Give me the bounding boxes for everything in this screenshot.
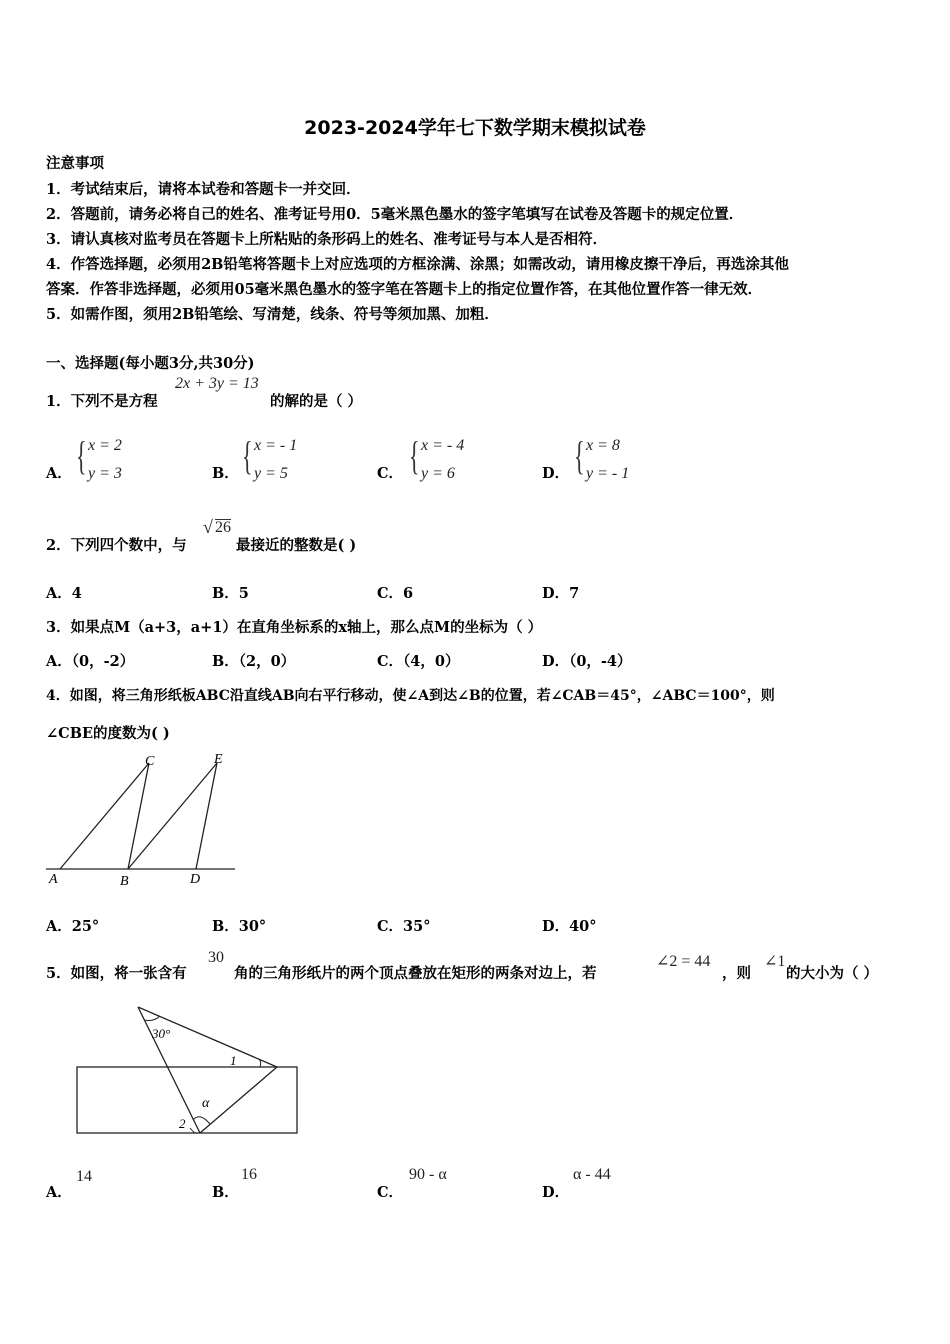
q5-arc-1 bbox=[258, 1059, 261, 1067]
q5-prefix: 5．如图，将一张含有 bbox=[46, 965, 187, 982]
q5-option-b-value: 16 bbox=[241, 1166, 257, 1183]
notice-item-2: 2．答题前，请务必将自己的姓名、准考证号用0．5毫米黑色墨水的签字笔填写在试卷及答题卡的规定位置． bbox=[46, 206, 744, 223]
q4-label-d: D bbox=[190, 872, 201, 887]
q1-option-c-y: y = 6 bbox=[421, 465, 455, 482]
q1-option-a-label: A． bbox=[46, 465, 72, 482]
q1-option-c-x: x = - 4 bbox=[421, 437, 465, 454]
q1-option-c-label: C． bbox=[377, 465, 404, 482]
section-heading: 一、选择题(每小题3分,共30分) bbox=[46, 355, 255, 372]
q1-equation: 2x + 3y = 13 bbox=[175, 375, 259, 392]
q5-arc-2 bbox=[190, 1128, 196, 1133]
notice-heading: 注意事项 bbox=[46, 155, 104, 172]
q5-label-alpha: α bbox=[202, 1096, 210, 1111]
q1-option-b-brace: { bbox=[242, 433, 253, 478]
q2-option-b: B．5 bbox=[212, 585, 249, 602]
q1-option-b-y: y = 5 bbox=[254, 465, 288, 482]
notice-item-5: 5．如需作图，须用2B铅笔绘、写清楚，线条、符号等须加黑、加粗． bbox=[46, 306, 499, 323]
notice-item-4-cont: 答案．作答非选择题，必须用05毫米黑色墨水的签字笔在答题卡上的指定位置作答，在其他位置作答一律无效． bbox=[46, 281, 763, 298]
q5-option-d-value: α - 44 bbox=[573, 1166, 611, 1183]
q5-label-1: 1 bbox=[230, 1053, 237, 1068]
q4-line2: ∠CBE的度数为( ) bbox=[46, 725, 170, 742]
q2-radical-sign: √ bbox=[203, 517, 213, 537]
q3-text: 3．如果点M（a+3，a+1）在直角坐标系的x轴上，那么点M的坐标为（ ） bbox=[46, 619, 543, 636]
q1-option-a-x: x = 2 bbox=[88, 437, 122, 454]
q5-option-c-value: 90 - α bbox=[409, 1166, 447, 1183]
q4-segment-cb bbox=[128, 763, 149, 869]
q1-option-c-brace: { bbox=[409, 433, 420, 478]
q4-option-a: A．25° bbox=[46, 918, 100, 935]
q3-option-c: C．（4，0） bbox=[377, 653, 460, 670]
q4-option-c: C．35° bbox=[377, 918, 431, 935]
q5-condition: ∠2 = 44 bbox=[656, 953, 711, 970]
q5-figure bbox=[70, 1000, 305, 1140]
q2-option-c: C．6 bbox=[377, 585, 414, 602]
notice-item-4: 4．作答选择题，必须用2B铅笔将答题卡上对应选项的方框涂满、涂黑；如需改动，请用橡皮擦干净后，再选涂其他 bbox=[46, 256, 789, 273]
q1-option-a-y: y = 3 bbox=[88, 465, 122, 482]
q4-segment-ed bbox=[196, 763, 217, 869]
q5-option-a-label: A． bbox=[46, 1184, 72, 1201]
q5-suffix: 的大小为（ ） bbox=[786, 965, 879, 982]
q4-line1: 4．如图，将三角形纸板ABC沿直线AB向右平行移动，使∠A到达∠B的位置，若∠CAB＝45°，∠ABC＝100°，则 bbox=[46, 688, 775, 704]
q5-angle-value: 30 bbox=[208, 949, 224, 966]
q4-label-b: B bbox=[120, 874, 129, 889]
q5-option-c-label: C． bbox=[377, 1184, 404, 1201]
q2-option-a: A．4 bbox=[46, 585, 82, 602]
q1-suffix: 的解的是（ ） bbox=[270, 393, 363, 410]
q1-option-b-x: x = - 1 bbox=[254, 437, 298, 454]
q5-option-a-value: 14 bbox=[76, 1168, 92, 1185]
q3-option-a: A．（0，-2） bbox=[46, 653, 135, 670]
notice-item-1: 1．考试结束后，请将本试卷和答题卡一并交回． bbox=[46, 181, 361, 198]
q1-option-d-y: y = - 1 bbox=[586, 465, 630, 482]
q5-ask: ∠1 bbox=[764, 953, 786, 970]
q2-radicand: 26 bbox=[215, 519, 231, 536]
q3-option-b: B．（2，0） bbox=[212, 653, 296, 670]
q5-rectangle bbox=[77, 1067, 297, 1133]
q4-figure bbox=[40, 745, 245, 890]
q5-label-30: 30° bbox=[152, 1026, 171, 1041]
q2-option-d: D．7 bbox=[542, 585, 580, 602]
notice-item-3: 3．请认真核对监考员在答题卡上所粘贴的条形码上的姓名、准考证号与本人是否相符． bbox=[46, 231, 608, 248]
q4-label-e: E bbox=[214, 752, 223, 767]
q1-option-d-x: x = 8 bbox=[586, 437, 620, 454]
q2-prefix: 2．下列四个数中，与 bbox=[46, 537, 187, 554]
q1-prefix: 1．下列不是方程 bbox=[46, 393, 158, 410]
q4-segment-ac bbox=[60, 763, 149, 869]
q5-middle: 角的三角形纸片的两个顶点叠放在矩形的两条对边上，若 bbox=[234, 965, 597, 982]
page-title: 2023-2024学年七下数学期末模拟试卷 bbox=[304, 117, 646, 139]
q4-option-b: B．30° bbox=[212, 918, 267, 935]
q4-option-d: D．40° bbox=[542, 918, 597, 935]
q5-then: ，则 bbox=[722, 965, 751, 982]
q4-segment-be bbox=[128, 763, 217, 869]
q5-triangle-side-3 bbox=[200, 1067, 277, 1133]
q5-label-2: 2 bbox=[179, 1116, 186, 1131]
q1-option-a-brace: { bbox=[76, 433, 87, 478]
q5-arc-30 bbox=[144, 1016, 160, 1021]
q1-option-d-brace: { bbox=[574, 433, 585, 478]
q5-option-b-label: B． bbox=[212, 1184, 239, 1201]
q1-option-d-label: D． bbox=[542, 465, 570, 482]
q2-suffix: 最接近的整数是( ) bbox=[236, 537, 357, 554]
q1-option-b-label: B． bbox=[212, 465, 239, 482]
q3-option-d: D．（0，-4） bbox=[542, 653, 632, 670]
q4-label-a: A bbox=[49, 872, 58, 887]
q5-option-d-label: D． bbox=[542, 1184, 570, 1201]
q4-label-c: C bbox=[145, 754, 155, 769]
